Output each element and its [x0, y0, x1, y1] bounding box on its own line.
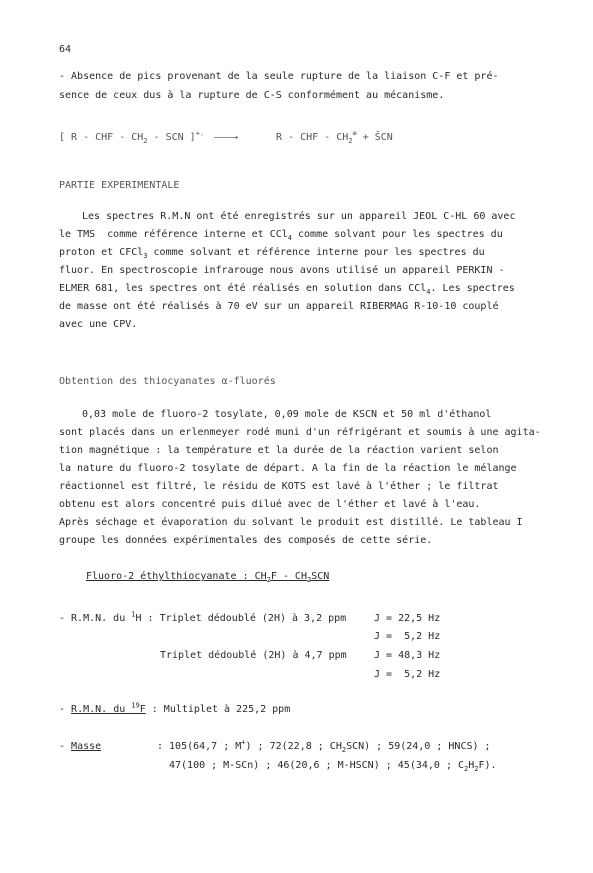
reaction-rhs-sub: 2 — [348, 137, 353, 145]
reaction-lhs: [ R - CHF - CH — [59, 132, 144, 143]
para1-line-5-b: . Les spectres — [430, 283, 515, 294]
section-title: Obtention des thiocyanates α-fluorés — [59, 376, 276, 387]
masse-dash: - — [59, 741, 72, 752]
para1-line-5-a: ELMER 681, les spectres ont été réalisés en solution dans CCl — [59, 283, 427, 294]
intro-line-1: - Absence de pics provenant de la seule rupture de la liaison C-F et pré- — [59, 71, 499, 82]
rmn-f-dash: - — [59, 704, 72, 715]
compound-title-c: SCN — [311, 571, 330, 582]
para1-line-3 — [59, 247, 485, 259]
rmn-h-label-sup: 1 — [131, 610, 136, 619]
masse-line-2-sub1: 2 — [464, 765, 469, 773]
para2-line-1: 0,03 mole de fluoro-2 tosylate, 0,09 mole de KSCN et 50 ml d'éthanol — [82, 409, 492, 420]
masse-line-1-sup: + — [241, 738, 246, 747]
para1-line-3-b: comme solvant et référence interne pour les spectres du — [147, 247, 485, 258]
rmn-h-triplet-2: Triplet dédoublé (2H) à 4,7 ppm — [160, 650, 347, 661]
reaction-equation — [59, 129, 205, 145]
compound-title-b: F - CH — [270, 571, 307, 582]
masse-line-2-a: 47(100 ; M-SCn) ; 46(20,6 ; M-HSCN) ; 45(34,0 ; C — [169, 760, 465, 771]
masse-line-1-sub: 2 — [341, 746, 347, 754]
reaction-rhs-charge: ⊕ — [352, 129, 357, 138]
para2-line-2: sont placés dans un erlenmeyer rodé muni d'un réfrigérant et soumis à une agita- — [59, 427, 541, 438]
rmn-f-label — [71, 701, 146, 715]
para2-line-7: Après séchage et évaporation du solvant le produit est distillé. Le tableau I — [59, 517, 523, 528]
rmn-h-j4: J = 5,2 Hz — [374, 669, 441, 680]
masse-line-2-sub2: 2 — [474, 765, 479, 773]
masse-line-2 — [169, 760, 497, 772]
masse-label-line — [59, 741, 101, 753]
compound-title — [86, 571, 329, 583]
rmn-h-j2: J = 5,2 Hz — [374, 631, 441, 642]
rmn-f-line — [59, 701, 291, 716]
rmn-f-label-a: R.M.N. du — [71, 704, 132, 715]
reaction-arrow: ———→ — [214, 132, 239, 143]
para1-line-3-sub: 3 — [143, 252, 148, 260]
masse-label: Masse — [71, 741, 102, 752]
page-number: 64 — [59, 44, 72, 55]
para2-line-5: réactionnel est filtré, le résidu de KOTS est lavé à l'éther ; le filtrat — [59, 481, 499, 492]
reaction-rhs-end: + ŠCN — [356, 132, 393, 143]
rmn-f-label-sup: 19 — [131, 701, 140, 710]
masse-line-2-b: H — [468, 760, 475, 771]
masse-line-2-c: F). — [478, 760, 497, 771]
para1-line-1: Les spectres R.M.N ont été enregistrés sur un appareil JEOL C-HL 60 avec — [82, 211, 516, 222]
reaction-lhs-end: - SCN ] — [147, 132, 196, 143]
compound-title-sub1: 2 — [266, 576, 271, 584]
rmn-h-j3: J = 48,3 Hz — [374, 650, 441, 661]
rmn-f-text: : Multiplet à 225,2 ppm — [145, 704, 291, 715]
reaction-lhs-sub: 2 — [143, 137, 148, 145]
experimental-heading: PARTIE EXPERIMENTALE — [59, 180, 180, 191]
para1-line-2-sub: 4 — [287, 234, 292, 242]
para1-line-2-b: comme solvant pour les spectres du — [292, 229, 503, 240]
para2-line-3: tion magnétique : la température et la durée de la réaction varient selon — [59, 445, 499, 456]
masse-line-1-c: SCN) ; 59(24,0 ; HNCS) ; — [346, 741, 491, 752]
para1-line-4: fluor. En spectroscopie infrarouge nous avons utilisé un appareil PERKIN - — [59, 265, 505, 276]
para1-line-6: de masse ont été réalisés à 70 eV sur un appareil RIBERMAG R-10-10 couplé — [59, 301, 499, 312]
rmn-h-label-a: - R.M.N. du — [59, 613, 132, 624]
para1-line-5 — [59, 283, 515, 295]
masse-line-1 — [157, 738, 491, 754]
compound-title-a: Fluoro-2 éthylthiocyanate : CH — [86, 571, 267, 582]
para2-line-8: groupe les données expérimentales des composés de cette série. — [59, 535, 433, 546]
masse-line-1-a: : 105(64,7 ; M — [157, 741, 242, 752]
reaction-rhs — [276, 129, 393, 145]
intro-line-2: sence de ceux dus à la rupture de C-S conformément au mécanisme. — [59, 90, 445, 101]
reaction-rhs-start: R - CHF - CH — [276, 132, 349, 143]
rmn-f-label-b: F — [139, 704, 146, 715]
para1-line-3-a: proton et CFCl — [59, 247, 144, 258]
reaction-lhs-charge: +. — [195, 129, 205, 138]
masse-line-1-b: ) ; 72(22,8 ; CH — [245, 741, 342, 752]
rmn-h-label — [59, 610, 347, 625]
para1-line-7: avec une CPV. — [59, 319, 138, 330]
para2-line-4: la nature du fluoro-2 tosylate de départ. A la fin de la réaction le mélange — [59, 463, 517, 474]
para1-line-2-a: le TMS comme référence interne et CCl — [59, 229, 288, 240]
compound-title-sub2: 2 — [306, 576, 312, 584]
para2-line-6: obtenu est alors concentré puis dilué avec de l'éther et lavé à l'eau. — [59, 499, 481, 510]
para1-line-2 — [59, 229, 503, 241]
rmn-h-j1: J = 22,5 Hz — [374, 613, 441, 624]
rmn-h-label-b: H : — [135, 613, 160, 624]
rmn-h-triplet-1: Triplet dédoublé (2H) à 3,2 ppm — [159, 613, 347, 624]
para1-line-5-sub: 4 — [426, 288, 431, 296]
